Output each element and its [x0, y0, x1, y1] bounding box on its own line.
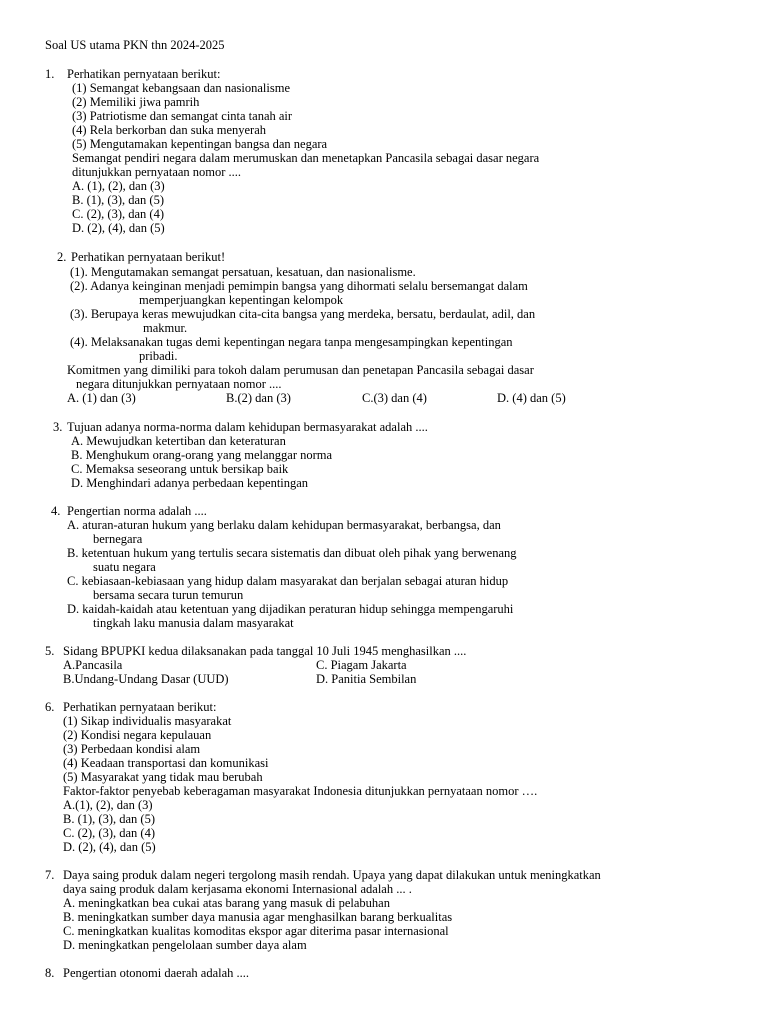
statement-item: (2) Kondisi negara kepulauan	[63, 728, 212, 742]
question-stem: Komitmen yang dimiliki para tokoh dalam perumusan dan penetapan Pancasila sebagai dasar	[67, 363, 534, 377]
answer-option: B. meningkatkan sumber daya manusia agar menghasilkan barang berkualitas	[63, 910, 453, 924]
statement-item: (5) Masyarakat yang tidak mau berubah	[63, 770, 263, 784]
statement-item: (4) Rela berkorban dan suka menyerah	[72, 123, 267, 137]
answer-option: B. (1), (3), dan (5)	[72, 193, 164, 207]
statement-item: (1) Semangat kebangsaan dan nasionalisme	[72, 81, 290, 95]
answer-option: B. ketentuan hukum yang tertulis secara sistematis dan dibuat oleh pihak yang berwenang	[67, 546, 517, 560]
question-prompt: Perhatikan pernyataan berikut:	[67, 67, 221, 81]
answer-option: A. (1), (2), dan (3)	[72, 179, 165, 193]
statement-item: (2). Adanya keinginan menjadi pemimpin bangsa yang dihormati selalu bersemangat dalam	[70, 279, 528, 293]
answer-option: D. (2), (4), dan (5)	[72, 221, 165, 235]
answer-option: D. kaidah-kaidah atau ketentuan yang dijadikan peraturan hidup sehingga mempengaruhi	[67, 602, 514, 616]
question-number: 5.	[45, 644, 55, 658]
question-number: 7.	[45, 868, 55, 882]
document-title: Soal US utama PKN thn 2024-2025	[45, 38, 225, 52]
answer-option: D. Panitia Sembilan	[316, 672, 417, 686]
answer-option: C.(3) dan (4)	[362, 391, 427, 405]
statement-item-continued: memperjuangkan kepentingan kelompok	[139, 293, 344, 307]
question-number: 6.	[45, 700, 55, 714]
statement-item: (3) Patriotisme dan semangat cinta tanah air	[72, 109, 293, 123]
question-stem: Faktor-faktor penyebab keberagaman masyarakat Indonesia ditunjukkan pernyataan nomor ….	[63, 784, 538, 798]
answer-option: C. kebiasaan-kebiasaan yang hidup dalam masyarakat dan berjalan sebagai aturan hidup	[67, 574, 509, 588]
answer-option: A.(1), (2), dan (3)	[63, 798, 153, 812]
statement-item: (3). Berupaya keras mewujudkan cita-cita bangsa yang merdeka, bersatu, berdaulat, adil, dan	[70, 307, 536, 321]
question-number: 8.	[45, 966, 55, 980]
question-prompt: Tujuan adanya norma-norma dalam kehidupan bermasyarakat adalah ....	[67, 420, 428, 434]
question-prompt-continued: daya saing produk dalam kerjasama ekonomi Internasional adalah ... .	[63, 882, 412, 896]
question-stem: Semangat pendiri negara dalam merumuskan dan menetapkan Pancasila sebagai dasar negara	[72, 151, 540, 165]
statement-item: (4) Keadaan transportasi dan komunikasi	[63, 756, 269, 770]
statement-item-continued: pribadi.	[139, 349, 178, 363]
question-prompt: Perhatikan pernyataan berikut!	[71, 250, 226, 264]
question-number: 4.	[51, 504, 61, 518]
answer-option: A. meningkatkan bea cukai atas barang yang masuk di pelabuhan	[63, 896, 390, 910]
answer-option: D. meningkatkan pengelolaan sumber daya alam	[63, 938, 307, 952]
answer-option: A. aturan-aturan hukum yang berlaku dalam kehidupan bermasyarakat, berbangsa, dan	[67, 518, 501, 532]
statement-item: (5) Mengutamakan kepentingan bangsa dan negara	[72, 137, 328, 151]
answer-option: B.(2) dan (3)	[226, 391, 291, 405]
question-prompt: Sidang BPUPKI kedua dilaksanakan pada tanggal 10 Juli 1945 menghasilkan ....	[63, 644, 467, 658]
answer-option-continued: bernegara	[93, 532, 143, 546]
answer-option: C. (2), (3), dan (4)	[63, 826, 155, 840]
answer-option: C. Piagam Jakarta	[316, 658, 407, 672]
answer-option: A. (1) dan (3)	[67, 391, 136, 405]
answer-option: D. (4) dan (5)	[497, 391, 566, 405]
answer-option: A. Mewujudkan ketertiban dan keteraturan	[71, 434, 286, 448]
answer-option: D. (2), (4), dan (5)	[63, 840, 156, 854]
statement-item: (1). Mengutamakan semangat persatuan, kesatuan, dan nasionalisme.	[70, 265, 416, 279]
question-number: 2.	[57, 250, 67, 264]
statement-item: (2) Memiliki jiwa pamrih	[72, 95, 200, 109]
question-prompt: Pengertian otonomi daerah adalah ....	[63, 966, 250, 980]
answer-option: A.Pancasila	[63, 658, 123, 672]
answer-option: D. Menghindari adanya perbedaan kepentingan	[71, 476, 309, 490]
answer-option: C. meningkatkan kualitas komoditas ekspor agar diterima pasar internasional	[63, 924, 449, 938]
answer-option-continued: bersama secara turun temurun	[93, 588, 244, 602]
answer-option: B. Menghukum orang-orang yang melanggar norma	[71, 448, 333, 462]
question-prompt: Daya saing produk dalam negeri tergolong masih rendah. Upaya yang dapat dilakukan untuk meningkatkan	[63, 868, 601, 882]
statement-item: (4). Melaksanakan tugas demi kepentingan negara tanpa mengesampingkan kepentingan	[70, 335, 513, 349]
question-stem: negara ditunjukkan pernyataan nomor ....	[76, 377, 282, 391]
answer-option-continued: tingkah laku manusia dalam masyarakat	[93, 616, 294, 630]
question-stem: ditunjukkan pernyataan nomor ....	[72, 165, 242, 179]
question-prompt: Perhatikan pernyataan berikut:	[63, 700, 217, 714]
question-number: 1.	[45, 67, 55, 81]
answer-option: C. Memaksa seseorang untuk bersikap baik	[71, 462, 289, 476]
statement-item: (3) Perbedaan kondisi alam	[63, 742, 201, 756]
statement-item: (1) Sikap individualis masyarakat	[63, 714, 232, 728]
answer-option: B. (1), (3), dan (5)	[63, 812, 155, 826]
question-prompt: Pengertian norma adalah ....	[67, 504, 207, 518]
answer-option: C. (2), (3), dan (4)	[72, 207, 164, 221]
statement-item-continued: makmur.	[143, 321, 188, 335]
answer-option-continued: suatu negara	[93, 560, 156, 574]
question-number: 3.	[53, 420, 63, 434]
answer-option: B.Undang-Undang Dasar (UUD)	[63, 672, 229, 686]
